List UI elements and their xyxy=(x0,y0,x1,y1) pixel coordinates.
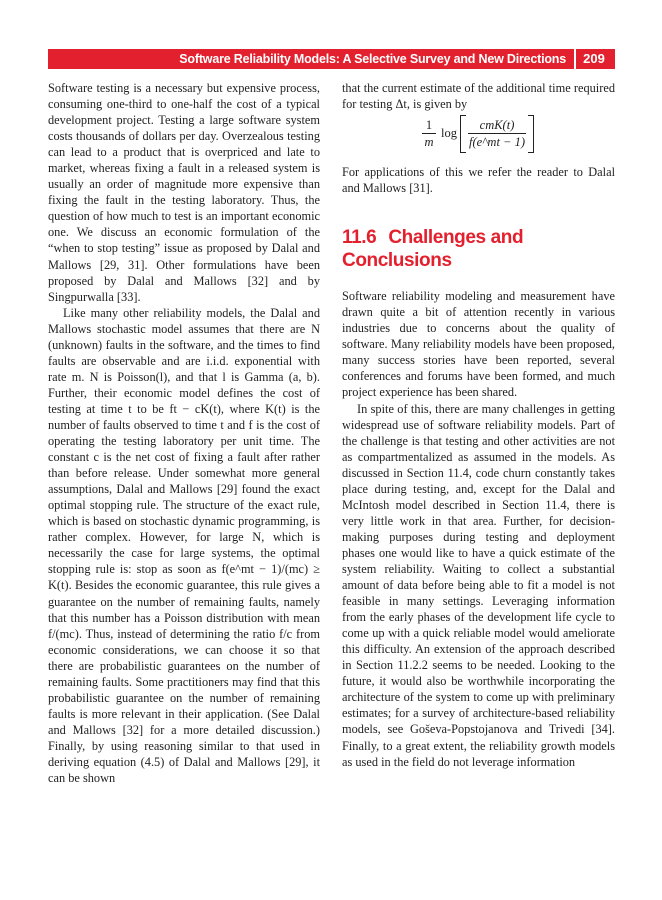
paragraph-applications: For applications of this we refer the reader to Dalal and Mallows [31]. xyxy=(342,165,615,196)
equation-fraction-main: cmK(t) f(e^mt − 1) xyxy=(468,118,526,150)
equation-additional-testing-time xyxy=(342,116,615,154)
paragraph-continuation: that the current estimate of the additional time required for testing Δt, is given by xyxy=(342,81,615,112)
left-column xyxy=(48,80,320,786)
page-number: 209 xyxy=(583,51,605,66)
section-title-line-1: Challenges and xyxy=(388,227,524,249)
right-column xyxy=(342,80,615,770)
equation-log: log xyxy=(441,126,457,141)
running-title: Software Reliability Models: A Selective Survey and New Directions xyxy=(179,52,566,66)
right-bracket xyxy=(528,115,534,153)
paragraph-dalal-mallows-model: Like many other reliability models, the Dalal and Mallows stochastic model assumes that there are N (unknown) faults in the software, and the times to find faults are observable and are i.i.d. exponential with rate m. N is Poisson(l), and that l is Gamma (a, b). Further, their economic model defines the cost of testing at time t to be ft − cK(t), where K(t) is the number of faults observed to time t and f is the cost of operating the testing laboratory per unit time. The constant c is the net cost of fixing a fault after rather than before release. Under somewhat more general assumptions, Dalal and Mallows [29] found the exact optimal stopping rule. The structure of the exact rule, which is based on stochastic dynamic programming, is rather complex. However, for large N, which is necessarily the case for large systems, the optimal stopping rule is: stop as soon as f(e^mt − 1)/(mc) ≥ K(t). Besides the economic guarantee, this rule gives a guarantee on the number of remaining faults, namely that this number has a Poisson distribution with mean f/(mc). Thus, instead of determining the ratio f/c from economic considerations, we can choose it so that there are probabilistic guarantees on the number of remaining faults. Some practitioners may find that this probabilistic guarantee on the number of remaining faults is more relevant in their application. (See Dalal and Mallows [32] for a more detailed discussion.) Finally, by using reasoning similar to that used in deriving equation (4.5) of Dalal and Mallows [29], it can be shown xyxy=(48,305,320,786)
equation-fraction-1-over-m: $\frac{1}{m}$ xyxy=(422,118,436,150)
left-bracket xyxy=(460,115,466,153)
paragraph-intro-challenges: Software reliability modeling and measurement have drawn quite a bit of attention recently in various industries due to concerns about the quality of software. Many reliability models have been proposed, many success stories have been reported, several conferences and forums have been formed, and much project experience has been shared. xyxy=(342,289,615,400)
header-divider xyxy=(574,49,576,69)
section-number: 11.6 xyxy=(342,227,377,249)
paragraph-challenges: In spite of this, there are many challenges in getting widespread use of software reliability models. Part of the challenge is that testing and other activities are not as compartmentalized as assumed in the models. As discussed in Section 11.4, code churn constantly takes place during testing, and, except for the Dalal and McIntosh model described in Section 11.4, there is very little work in that area. Further, for decision-making purposes during testing and deployment phases one would like to have a quick estimate of the system reliability. Waiting to collect a substantial amount of data before being able to fit a model is not feasible in many settings. Leveraging information from the early phases of the development life cycle to come up with a quick reliable model would ameliorate this difficulty. An extension of the approach described in Section 11.2.2 seems to be needed. Looking to the future, it would also be worthwhile incorporating the architecture of the system to come up with preliminary estimates; for a survey of architecture-based reliability models, see Goševa-Popstojanova and Trivedi [34]. Finally, to a great extent, the reliability growth models as used in the field do not leverage information xyxy=(342,401,615,769)
running-header xyxy=(48,49,615,69)
paragraph-testing-cost: Software testing is a necessary but expensive process, consuming one-third to one-half the cost of a typical development project. Testing a large software system costs thousands of dollars per day. Overzealous testing can lead to a product that is overpriced and late to market, whereas fixing a fault in a released system is usually an order of magnitude more expensive than fixing the fault in the testing laboratory. Thus, the question of how much to test is an important economic one. We discuss an economic formulation of the “when to stop testing” issue as proposed by Dalal and Mallows [29, 31]. Other formulations have been proposed by Dalal and Mallows [32] and by Singpurwalla [33]. xyxy=(48,81,320,304)
section-title-line-2: Conclusions xyxy=(342,250,452,272)
section-heading xyxy=(342,226,615,272)
